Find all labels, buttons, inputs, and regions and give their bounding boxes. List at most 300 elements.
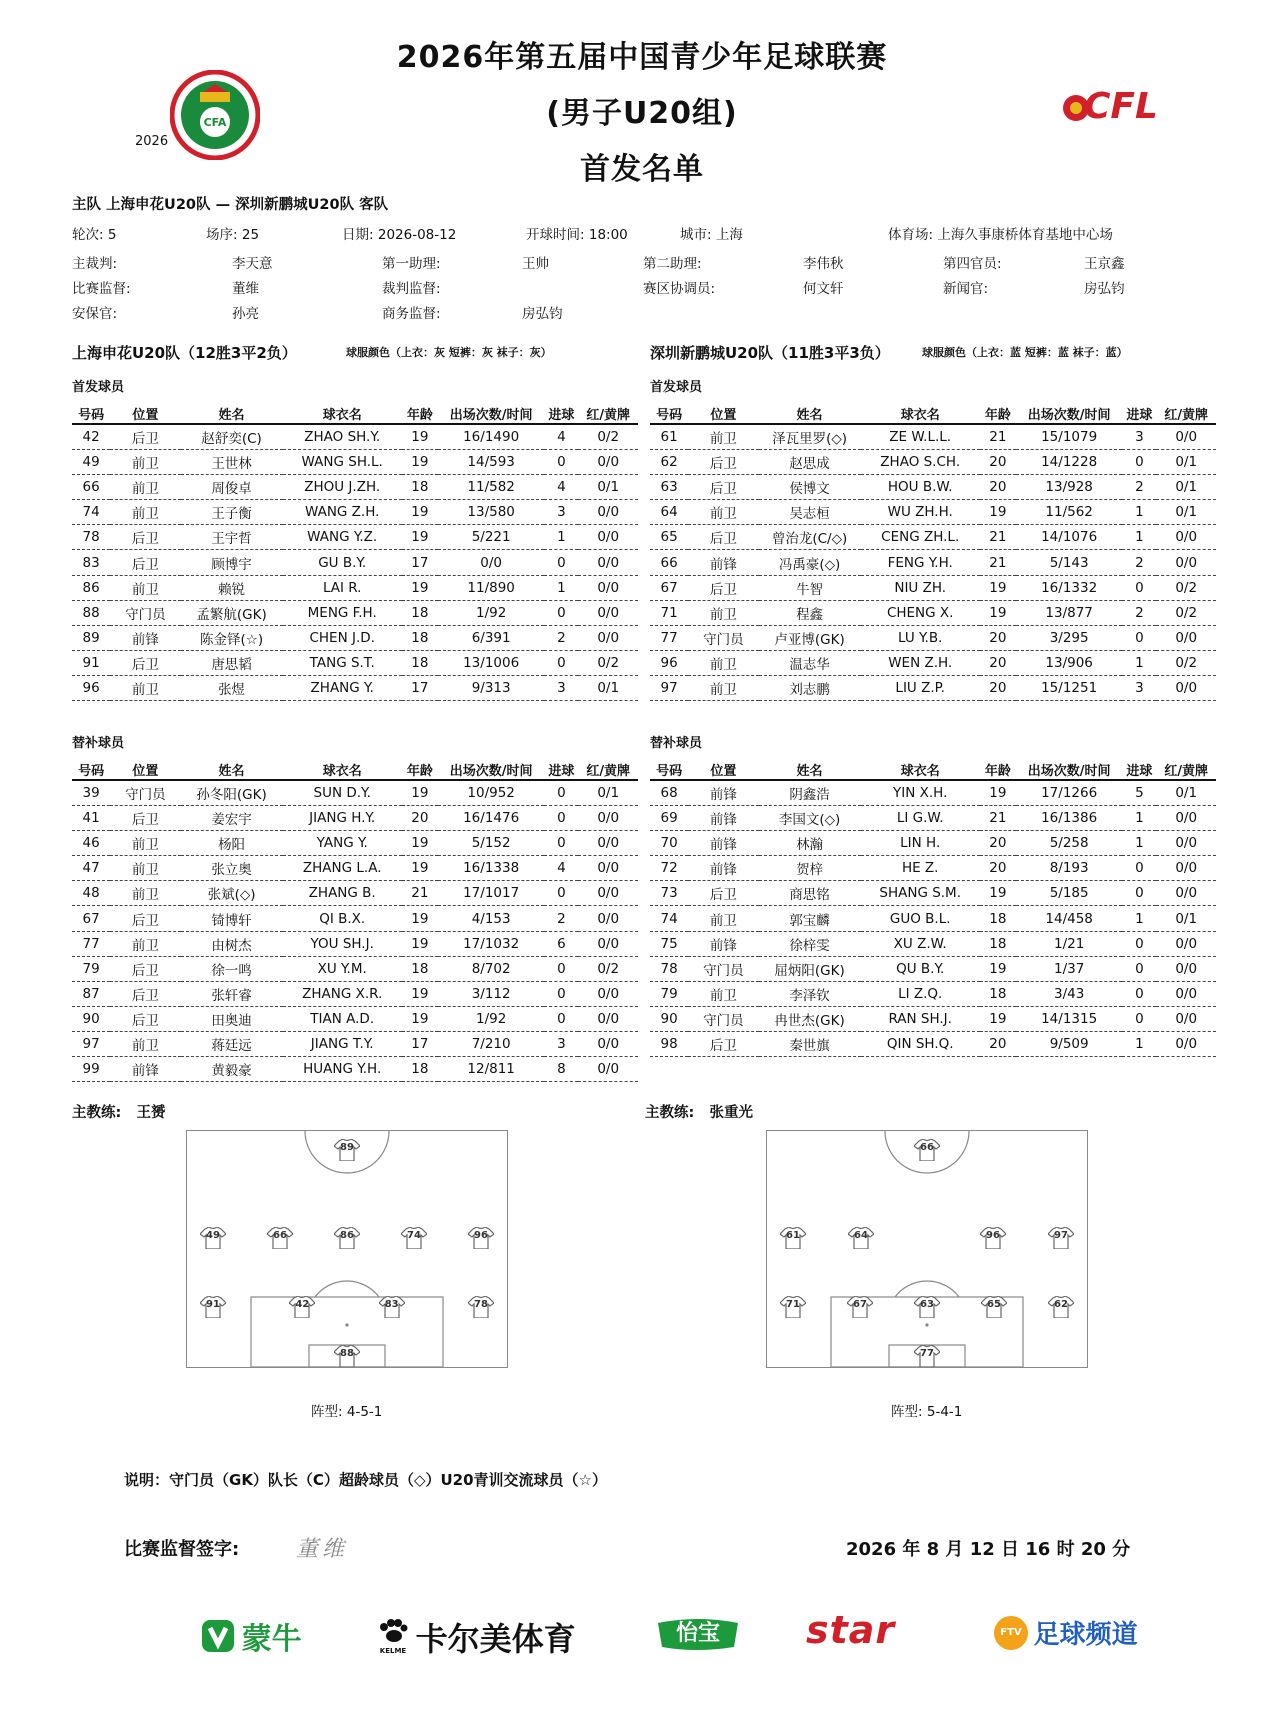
table-cell: 0 bbox=[544, 956, 578, 981]
table-cell: LU Y.B. bbox=[861, 625, 980, 650]
away-coach bbox=[645, 1101, 753, 1122]
table-row bbox=[650, 1031, 1216, 1056]
table-cell: 0 bbox=[1122, 625, 1156, 650]
pitch-lines bbox=[187, 1131, 507, 1367]
table-cell: 3/112 bbox=[438, 981, 544, 1006]
column-header: 号码 bbox=[72, 404, 110, 424]
table-cell: 96 bbox=[72, 675, 110, 700]
sponsor-cbest-text: 怡宝 bbox=[675, 1621, 720, 1646]
table-cell: 0 bbox=[1122, 856, 1156, 881]
table-cell: 19 bbox=[402, 780, 438, 806]
away-formation bbox=[891, 1400, 962, 1420]
table-cell: 15/1251 bbox=[1016, 675, 1122, 700]
column-header: 出场次数/时间 bbox=[1016, 760, 1122, 780]
table-cell: 3 bbox=[1122, 675, 1156, 700]
table-cell: 李国文(◇) bbox=[759, 806, 861, 831]
table-row bbox=[72, 475, 638, 500]
table-cell: 0/0 bbox=[1156, 956, 1216, 981]
paw-icon bbox=[376, 1619, 410, 1655]
table-cell: 19 bbox=[980, 600, 1016, 625]
table-cell: 0/1 bbox=[1156, 500, 1216, 525]
official-name: 王京鑫 bbox=[1084, 256, 1125, 272]
table-cell: 4/153 bbox=[438, 906, 544, 931]
table-row bbox=[650, 525, 1216, 550]
logo-year: 2026 bbox=[135, 134, 169, 149]
player-shirt-icon bbox=[468, 1296, 494, 1318]
player-shirt-icon bbox=[780, 1227, 806, 1249]
table-cell: QU B.Y. bbox=[861, 956, 980, 981]
table-cell: 0/0 bbox=[578, 575, 638, 600]
table-cell: 徐梓雯 bbox=[759, 931, 861, 956]
column-header: 出场次数/时间 bbox=[1016, 404, 1122, 424]
table-cell: 67 bbox=[72, 906, 110, 931]
home-formation-label: 阵型: bbox=[311, 1404, 343, 1420]
table-cell: 3/295 bbox=[1016, 625, 1122, 650]
table-cell: 0/0 bbox=[578, 525, 638, 550]
away-formation-pitch bbox=[766, 1130, 1088, 1368]
table-cell: 0 bbox=[544, 550, 578, 575]
table-cell: 18 bbox=[402, 650, 438, 675]
table-cell: 19 bbox=[402, 931, 438, 956]
table-cell: 11/890 bbox=[438, 575, 544, 600]
table-header-row bbox=[650, 404, 1216, 424]
player-shirt-icon bbox=[914, 1296, 940, 1318]
official-name: 李天意 bbox=[232, 256, 273, 272]
table-row bbox=[72, 424, 638, 450]
table-cell: 0/2 bbox=[578, 956, 638, 981]
table-cell: 程鑫 bbox=[759, 600, 861, 625]
table-cell: 20 bbox=[980, 856, 1016, 881]
official-label: 新闻官: bbox=[943, 281, 989, 297]
table-cell: 后卫 bbox=[110, 906, 180, 931]
table-cell: 前锋 bbox=[688, 550, 758, 575]
table-cell: 0/0 bbox=[578, 806, 638, 831]
table-cell: 0/0 bbox=[578, 831, 638, 856]
away-label: 客队 bbox=[359, 197, 389, 213]
table-cell: 0 bbox=[544, 450, 578, 475]
table-cell: 前卫 bbox=[688, 650, 758, 675]
table-cell: 77 bbox=[72, 931, 110, 956]
away-coach-name: 张重光 bbox=[709, 1105, 753, 1121]
table-row bbox=[72, 525, 638, 550]
column-header: 进球 bbox=[1122, 404, 1156, 424]
table-cell: 18 bbox=[980, 981, 1016, 1006]
table-cell: 李泽钦 bbox=[759, 981, 861, 1006]
page-title: 2026年第五届中国青少年足球联赛 bbox=[396, 40, 888, 75]
table-cell: 66 bbox=[72, 475, 110, 500]
home-coach-name: 王赟 bbox=[136, 1105, 166, 1121]
table-cell: 1 bbox=[544, 525, 578, 550]
home-coach-label: 主教练: bbox=[72, 1105, 122, 1121]
table-cell: 4 bbox=[544, 424, 578, 450]
teams-dash: — bbox=[215, 197, 231, 213]
column-header: 球衣名 bbox=[861, 760, 980, 780]
table-cell: 13/928 bbox=[1016, 475, 1122, 500]
table-row bbox=[72, 881, 638, 906]
table-cell: 62 bbox=[650, 450, 688, 475]
table-cell: 14/1228 bbox=[1016, 450, 1122, 475]
seq-info bbox=[206, 223, 259, 243]
home-label: 主队 bbox=[72, 197, 101, 213]
official-name: 董维 bbox=[232, 281, 259, 297]
signature-datetime: 2026 年 8 月 12 日 16 时 20 分 bbox=[846, 1539, 1131, 1560]
table-cell: 0/0 bbox=[1156, 856, 1216, 881]
table-cell: 17 bbox=[402, 675, 438, 700]
table-header-row bbox=[72, 404, 638, 424]
player-shirt-number: 66 bbox=[273, 1230, 287, 1241]
ftv-badge-icon: FTV bbox=[994, 1616, 1028, 1650]
table-cell: 19 bbox=[980, 500, 1016, 525]
player-shirt-icon bbox=[200, 1227, 226, 1249]
table-cell: 7/210 bbox=[438, 1031, 544, 1056]
table-cell: 88 bbox=[72, 600, 110, 625]
table-cell: 后卫 bbox=[688, 575, 758, 600]
table-cell: 1 bbox=[1122, 831, 1156, 856]
table-cell: 19 bbox=[980, 956, 1016, 981]
venue-value: 上海久事康桥体育基地中心场 bbox=[937, 227, 1113, 243]
table-cell: ZHANG B. bbox=[283, 881, 402, 906]
table-cell: 1 bbox=[1122, 1031, 1156, 1056]
player-shirt-number: 65 bbox=[987, 1299, 1001, 1310]
table-cell: 前卫 bbox=[688, 500, 758, 525]
column-header: 红/黄牌 bbox=[1156, 760, 1216, 780]
table-cell: 曾治龙(C/◇) bbox=[759, 525, 861, 550]
official-label: 第四官员: bbox=[943, 256, 1002, 272]
table-row bbox=[72, 981, 638, 1006]
table-cell: RAN SH.J. bbox=[861, 1006, 980, 1031]
table-cell: 前锋 bbox=[688, 780, 758, 806]
table-cell: 97 bbox=[72, 1031, 110, 1056]
player-shirt-icon bbox=[981, 1296, 1007, 1318]
table-cell: 5/221 bbox=[438, 525, 544, 550]
column-header: 出场次数/时间 bbox=[438, 404, 544, 424]
table-cell: 冉世杰(GK) bbox=[759, 1006, 861, 1031]
city-label: 城市: bbox=[680, 227, 712, 243]
table-cell: 17/1017 bbox=[438, 881, 544, 906]
player-shirt-icon bbox=[289, 1296, 315, 1318]
table-cell: MENG F.H. bbox=[283, 600, 402, 625]
official-label: 主裁判: bbox=[72, 256, 118, 272]
table-row bbox=[650, 780, 1216, 806]
sponsor-cbest bbox=[656, 1617, 740, 1651]
table-cell: 1 bbox=[1122, 500, 1156, 525]
table-cell: 1 bbox=[1122, 525, 1156, 550]
date-value: 2026-08-12 bbox=[377, 227, 457, 243]
table-cell: 20 bbox=[980, 450, 1016, 475]
player-shirt-number: 78 bbox=[474, 1299, 488, 1310]
table-cell: 0 bbox=[544, 806, 578, 831]
table-cell: 3 bbox=[1122, 424, 1156, 450]
date-label: 日期: bbox=[342, 227, 374, 243]
home-subs-table bbox=[72, 760, 638, 1082]
table-cell: WU ZH.H. bbox=[861, 500, 980, 525]
player-shirt-icon bbox=[334, 1139, 360, 1161]
table-cell: 5 bbox=[1122, 780, 1156, 806]
table-cell: 0 bbox=[1122, 981, 1156, 1006]
column-header: 号码 bbox=[72, 760, 110, 780]
match-teams bbox=[72, 193, 388, 214]
column-header: 红/黄牌 bbox=[578, 760, 638, 780]
round-info bbox=[72, 223, 116, 243]
table-cell: 冯禹豪(◇) bbox=[759, 550, 861, 575]
table-cell: 后卫 bbox=[110, 650, 180, 675]
table-cell: 96 bbox=[650, 650, 688, 675]
column-header: 姓名 bbox=[181, 760, 283, 780]
home-formation-value: 4-5-1 bbox=[346, 1404, 383, 1420]
table-cell: 19 bbox=[402, 1006, 438, 1031]
table-cell: 0/2 bbox=[1156, 575, 1216, 600]
home-team-title: 上海申花U20队（12胜3平2负） bbox=[72, 344, 297, 362]
table-row bbox=[650, 550, 1216, 575]
table-cell: 0/1 bbox=[1156, 475, 1216, 500]
table-cell: 3/43 bbox=[1016, 981, 1122, 1006]
kickoff-info bbox=[526, 223, 628, 243]
table-cell: 90 bbox=[650, 1006, 688, 1031]
column-header: 红/黄牌 bbox=[578, 404, 638, 424]
table-cell: 87 bbox=[72, 981, 110, 1006]
home-formation bbox=[311, 1400, 382, 1420]
away-subs-label: 替补球员 bbox=[650, 736, 703, 751]
table-cell: 后卫 bbox=[110, 424, 180, 450]
table-cell: 18 bbox=[980, 906, 1016, 931]
table-cell: 20 bbox=[980, 475, 1016, 500]
table-cell: 0/0 bbox=[578, 1031, 638, 1056]
sponsor-kelme-text: 卡尔美体育 bbox=[415, 1620, 576, 1658]
table-cell: 王子衡 bbox=[181, 500, 283, 525]
table-cell: 前锋 bbox=[110, 1057, 180, 1082]
signature-label: 比赛监督签字: bbox=[124, 1539, 240, 1560]
table-cell: 0 bbox=[1122, 956, 1156, 981]
table-cell: 0/0 bbox=[578, 450, 638, 475]
column-header: 号码 bbox=[650, 760, 688, 780]
player-shirt-icon bbox=[914, 1345, 940, 1367]
table-cell: 73 bbox=[650, 881, 688, 906]
table-cell: WANG Z.H. bbox=[283, 500, 402, 525]
table-cell: 6/391 bbox=[438, 625, 544, 650]
table-cell: 64 bbox=[650, 500, 688, 525]
table-cell: TANG S.T. bbox=[283, 650, 402, 675]
table-cell: 0 bbox=[544, 1006, 578, 1031]
table-cell: 72 bbox=[650, 856, 688, 881]
player-shirt-icon bbox=[468, 1227, 494, 1249]
table-cell: 前卫 bbox=[110, 931, 180, 956]
table-cell: 0/2 bbox=[1156, 650, 1216, 675]
table-cell: 17 bbox=[402, 550, 438, 575]
table-cell: 39 bbox=[72, 780, 110, 806]
table-cell: 林瀚 bbox=[759, 831, 861, 856]
official-label: 赛区协调员: bbox=[643, 281, 716, 297]
official-label: 安保官: bbox=[72, 306, 118, 322]
table-cell: 赵舒奕(C) bbox=[181, 424, 283, 450]
table-cell: 商思铭 bbox=[759, 881, 861, 906]
table-cell: 1 bbox=[544, 575, 578, 600]
kickoff-label: 开球时间: bbox=[526, 227, 585, 243]
table-cell: 0/0 bbox=[1156, 675, 1216, 700]
table-cell: 8/702 bbox=[438, 956, 544, 981]
table-row bbox=[650, 806, 1216, 831]
table-cell: 1 bbox=[1122, 906, 1156, 931]
table-cell: 0/0 bbox=[1156, 981, 1216, 1006]
player-shirt-number: 86 bbox=[340, 1230, 354, 1241]
city-value: 上海 bbox=[715, 227, 743, 243]
table-cell: LAI R. bbox=[283, 575, 402, 600]
table-cell: 17/1032 bbox=[438, 931, 544, 956]
table-cell: 49 bbox=[72, 450, 110, 475]
table-cell: JIANG T.Y. bbox=[283, 1031, 402, 1056]
table-cell: 前锋 bbox=[688, 856, 758, 881]
player-shirt-number: 96 bbox=[986, 1230, 1000, 1241]
table-cell: 后卫 bbox=[110, 1006, 180, 1031]
table-row bbox=[650, 856, 1216, 881]
table-cell: 86 bbox=[72, 575, 110, 600]
column-header: 年龄 bbox=[402, 760, 438, 780]
table-cell: 田奥迪 bbox=[181, 1006, 283, 1031]
table-cell: 13/906 bbox=[1016, 650, 1122, 675]
table-cell: 0 bbox=[544, 881, 578, 906]
player-shirt-number: 77 bbox=[920, 1348, 934, 1359]
column-header: 位置 bbox=[110, 760, 180, 780]
table-cell: ZHANG X.R. bbox=[283, 981, 402, 1006]
table-cell: 75 bbox=[650, 931, 688, 956]
table-cell: 赵思成 bbox=[759, 450, 861, 475]
table-row bbox=[72, 780, 638, 806]
column-header: 进球 bbox=[544, 404, 578, 424]
table-cell: 48 bbox=[72, 881, 110, 906]
table-cell: 99 bbox=[72, 1057, 110, 1082]
table-cell: 19 bbox=[980, 1006, 1016, 1031]
table-cell: ZHOU J.ZH. bbox=[283, 475, 402, 500]
table-cell: ZHANG L.A. bbox=[283, 856, 402, 881]
table-cell: ZE W.L.L. bbox=[861, 424, 980, 450]
table-row bbox=[72, 550, 638, 575]
table-cell: 20 bbox=[980, 625, 1016, 650]
table-cell: 19 bbox=[980, 881, 1016, 906]
player-shirt-number: 97 bbox=[1054, 1230, 1068, 1241]
table-cell: 0/0 bbox=[1156, 525, 1216, 550]
table-cell: 2 bbox=[1122, 600, 1156, 625]
table-cell: 0/1 bbox=[578, 780, 638, 806]
table-cell: YOU SH.J. bbox=[283, 931, 402, 956]
table-cell: 21 bbox=[402, 881, 438, 906]
table-cell: 守门员 bbox=[110, 780, 180, 806]
away-team-name: 深圳新鹏城U20队 bbox=[235, 197, 355, 213]
player-shirt-number: 42 bbox=[295, 1299, 310, 1310]
table-cell: 陈金铎(☆) bbox=[181, 625, 283, 650]
table-cell: 0/2 bbox=[578, 650, 638, 675]
table-cell: 0 bbox=[544, 981, 578, 1006]
table-cell: QI B.X. bbox=[283, 906, 402, 931]
table-cell: 79 bbox=[72, 956, 110, 981]
table-cell: 41 bbox=[72, 806, 110, 831]
table-cell: 1/92 bbox=[438, 1006, 544, 1031]
table-cell: ZHAO S.CH. bbox=[861, 450, 980, 475]
player-shirt-icon bbox=[980, 1227, 1006, 1249]
table-row bbox=[72, 931, 638, 956]
table-cell: 王宇哲 bbox=[181, 525, 283, 550]
table-row bbox=[72, 1031, 638, 1056]
table-cell: 后卫 bbox=[688, 450, 758, 475]
table-cell: 守门员 bbox=[110, 600, 180, 625]
player-shirt-number: 89 bbox=[340, 1142, 354, 1153]
table-cell: 16/1386 bbox=[1016, 806, 1122, 831]
table-cell: 15/1079 bbox=[1016, 424, 1122, 450]
player-shirt-number: 62 bbox=[1054, 1299, 1068, 1310]
table-cell: 守门员 bbox=[688, 956, 758, 981]
player-shirt-icon bbox=[1048, 1296, 1074, 1318]
table-cell: 卢亚博(GK) bbox=[759, 625, 861, 650]
table-cell: 21 bbox=[980, 525, 1016, 550]
table-cell: 14/458 bbox=[1016, 906, 1122, 931]
table-cell: 0/1 bbox=[1156, 450, 1216, 475]
table-cell: 63 bbox=[650, 475, 688, 500]
table-cell: 17 bbox=[402, 1031, 438, 1056]
table-cell: 后卫 bbox=[110, 956, 180, 981]
table-cell: 前卫 bbox=[688, 600, 758, 625]
table-cell: 18 bbox=[402, 475, 438, 500]
player-shirt-icon bbox=[847, 1296, 873, 1318]
column-header: 进球 bbox=[544, 760, 578, 780]
table-cell: 77 bbox=[650, 625, 688, 650]
away-formation-value: 5-4-1 bbox=[926, 1404, 963, 1420]
table-cell: 18 bbox=[980, 931, 1016, 956]
table-cell: GU B.Y. bbox=[283, 550, 402, 575]
table-cell: HE Z. bbox=[861, 856, 980, 881]
table-cell: 74 bbox=[72, 500, 110, 525]
column-header: 位置 bbox=[688, 760, 758, 780]
official-name: 何文轩 bbox=[803, 281, 844, 297]
table-cell: 2 bbox=[1122, 475, 1156, 500]
table-cell: 20 bbox=[980, 1031, 1016, 1056]
table-cell: 0/0 bbox=[1156, 881, 1216, 906]
table-cell: 牛智 bbox=[759, 575, 861, 600]
table-cell: 前卫 bbox=[688, 424, 758, 450]
table-cell: 47 bbox=[72, 856, 110, 881]
table-cell: 前卫 bbox=[110, 856, 180, 881]
table-cell: 0/0 bbox=[578, 600, 638, 625]
sponsor-mengniu bbox=[200, 1614, 302, 1657]
table-cell: 68 bbox=[650, 780, 688, 806]
official-label: 裁判监督: bbox=[382, 281, 441, 297]
table-cell: 0 bbox=[1122, 1006, 1156, 1031]
table-cell: 张轩睿 bbox=[181, 981, 283, 1006]
table-cell: 46 bbox=[72, 831, 110, 856]
date-info bbox=[342, 223, 456, 243]
table-cell: 前卫 bbox=[110, 881, 180, 906]
table-cell: 19 bbox=[402, 831, 438, 856]
table-cell: 后卫 bbox=[688, 475, 758, 500]
table-cell: 2 bbox=[1122, 550, 1156, 575]
table-row bbox=[650, 981, 1216, 1006]
player-shirt-number: 61 bbox=[786, 1230, 800, 1241]
table-cell: ZHAO SH.Y. bbox=[283, 424, 402, 450]
table-row bbox=[650, 600, 1216, 625]
table-cell: 5/185 bbox=[1016, 881, 1122, 906]
table-cell: 0/0 bbox=[578, 931, 638, 956]
table-cell: 后卫 bbox=[110, 525, 180, 550]
sponsor-ftv-text: 足球频道 bbox=[1033, 1620, 1138, 1650]
table-row bbox=[72, 625, 638, 650]
column-header: 年龄 bbox=[980, 760, 1016, 780]
player-shirt-icon bbox=[848, 1227, 874, 1249]
table-cell: 14/1315 bbox=[1016, 1006, 1122, 1031]
player-shirt-icon bbox=[401, 1227, 427, 1249]
away-team-title: 深圳新鹏城U20队（11胜3平3负） bbox=[650, 344, 890, 362]
table-cell: 0/1 bbox=[578, 475, 638, 500]
table-cell: 0/0 bbox=[1156, 1031, 1216, 1056]
table-cell: 0/0 bbox=[578, 625, 638, 650]
table-row bbox=[72, 1057, 638, 1082]
table-cell: 2 bbox=[544, 625, 578, 650]
